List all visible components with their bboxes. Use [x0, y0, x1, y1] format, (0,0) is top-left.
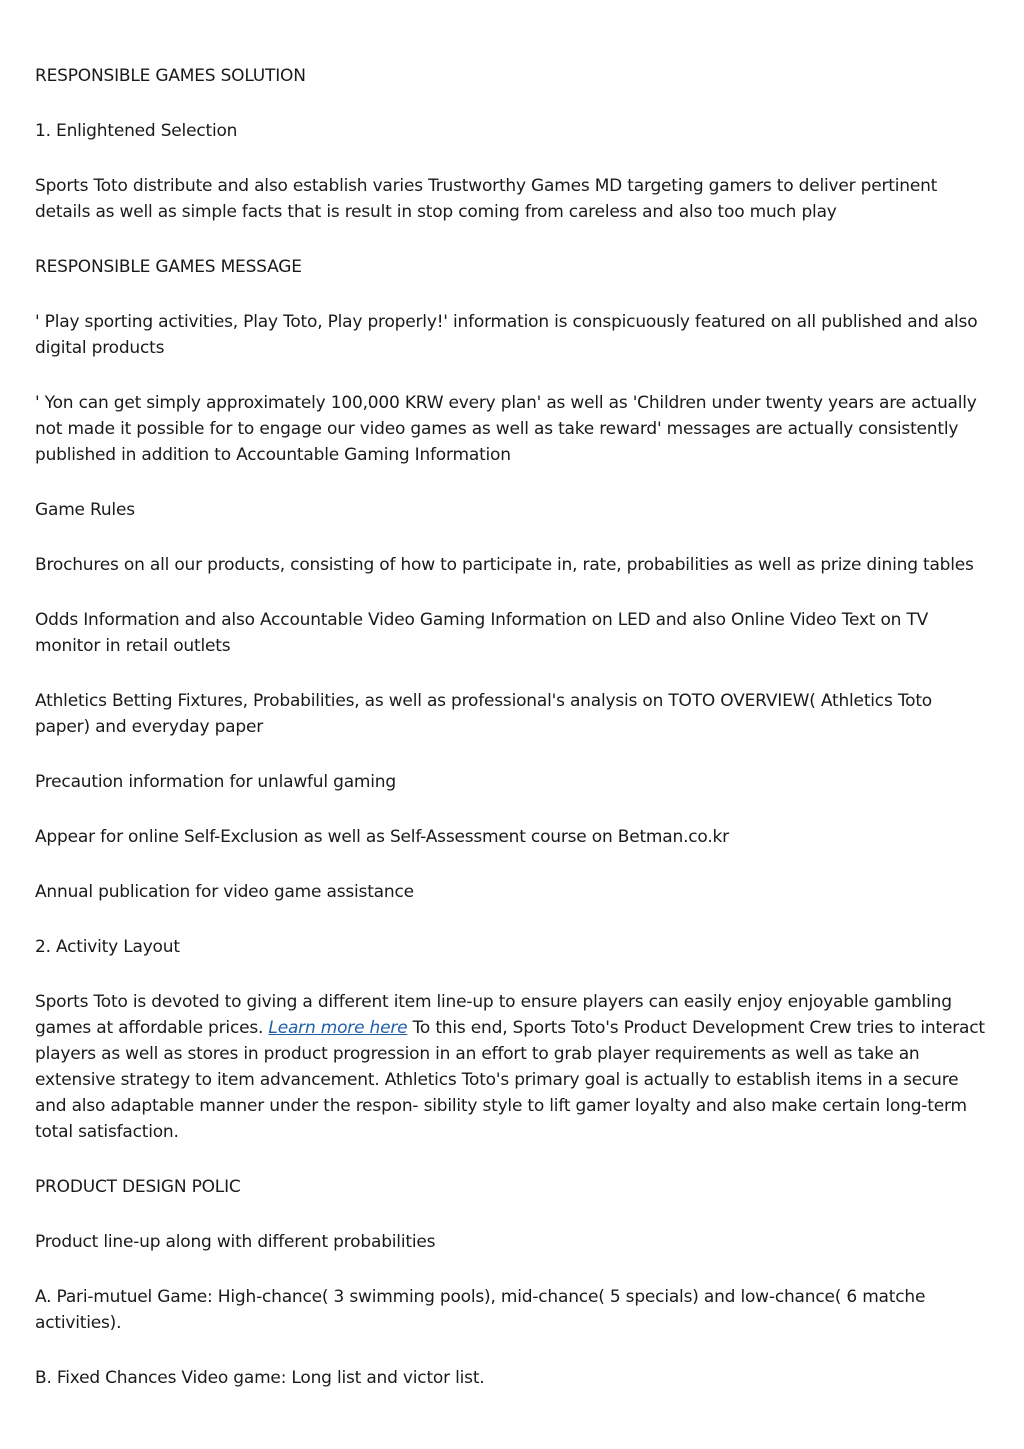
paragraph-play-properly-message: ' Play sporting activities, Play Toto, Play properly!' information is conspicuously featured on all published and also digital products	[35, 312, 978, 358]
paragraph-odds-information: Odds Information and also Accountable Video Gaming Information on LED and also Online Video Text on TV monitor in retail outlets	[35, 610, 929, 656]
subheading-game-rules: Game Rules	[35, 500, 135, 520]
paragraph-fixed-chances-game: B. Fixed Chances Video game: Long list and victor list.	[35, 1368, 485, 1388]
subheading-activity-layout: 2. Activity Layout	[35, 937, 180, 957]
paragraph-sports-toto-distribute: Sports Toto distribute and also establish varies Trustworthy Games MD targeting gamers to deliver pertinent details as well as simple facts that is result in stop coming from careless and also too much play	[35, 176, 938, 222]
paragraph-athletics-betting-fixtures: Athletics Betting Fixtures, Probabilities, as well as professional's analysis on TOTO OVERVIEW( Athletics Toto paper) and everyday paper	[35, 691, 932, 737]
activity-text-before-link: Sports Toto is devoted to giving a different item line-up to ensure players can easily enjoy enjoyable gambling games at affordable prices.	[35, 992, 952, 1038]
paragraph-pari-mutuel-game: A. Pari-mutuel Game: High-chance( 3 swimming pools), mid-chance( 5 specials) and low-chance( 6 matche activities).	[35, 1287, 926, 1333]
paragraph-precaution-information: Precaution information for unlawful gaming	[35, 772, 396, 792]
document-body	[35, 63, 990, 1420]
section-heading-responsible-games-solution: RESPONSIBLE GAMES SOLUTION	[35, 66, 306, 86]
section-heading-product-design-polic: PRODUCT DESIGN POLIC	[35, 1177, 241, 1197]
subheading-enlightened-selection: 1. Enlightened Selection	[35, 121, 238, 141]
paragraph-brochures: Brochures on all our products, consisting of how to participate in, rate, probabilities as well as prize dining tables	[35, 555, 974, 575]
learn-more-link[interactable]: Learn more here	[268, 1018, 408, 1038]
paragraph-self-exclusion: Appear for online Self-Exclusion as well as Self-Assessment course on Betman.co.kr	[35, 827, 729, 847]
paragraph-annual-publication: Annual publication for video game assistance	[35, 882, 414, 902]
paragraph-krw-limit-message: ' Yon can get simply approximately 100,000 KRW every plan' as well as 'Children under twenty years are actually not made it possible for to engage our video games as well as take reward' messages are actually consistently published in addition to Accountable Gaming Information	[35, 393, 977, 465]
paragraph-activity-layout-body	[35, 989, 990, 1145]
paragraph-product-line-up: Product line-up along with different probabilities	[35, 1232, 436, 1252]
activity-text-after-link: To this end, Sports Toto's Product Development Crew tries to interact players as well as stores in product progression in an effort to grab player requirements as well as take an extensive strategy to item advancement. Athletics Toto's primary goal is actually to establish items in a secure and also adaptable manner under the respon- sibility style to lift gamer loyalty and also make certain long-term total satisfaction.	[35, 1018, 985, 1142]
section-heading-responsible-games-message: RESPONSIBLE GAMES MESSAGE	[35, 257, 302, 277]
